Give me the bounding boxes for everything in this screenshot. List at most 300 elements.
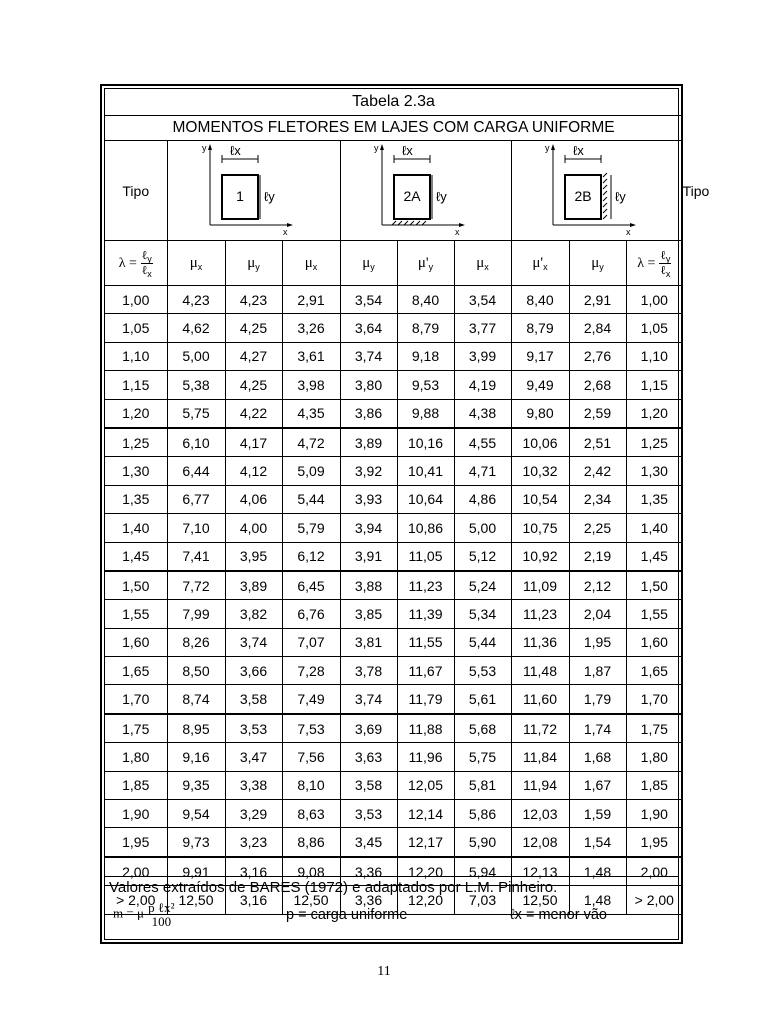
lambda-cell: 1,20 xyxy=(105,399,167,428)
table-row xyxy=(105,600,682,628)
coef-cell: 3,85 xyxy=(340,600,397,628)
coef-cell: 5,09 xyxy=(282,457,340,485)
coef-cell: 12,03 xyxy=(511,800,569,828)
coef-cell: 6,45 xyxy=(282,571,340,600)
coef-cell: 4,55 xyxy=(454,428,511,457)
coef-cell: 3,74 xyxy=(340,342,397,370)
lambda-cell: > 2,00 xyxy=(105,886,167,914)
coef-cell: 12,50 xyxy=(511,886,569,914)
coef-cell: 11,72 xyxy=(511,714,569,743)
coef-cell: 3,36 xyxy=(340,886,397,914)
table-grid: Tabela 2.3a MOMENTOS FLETORES EM LAJES COM CARGA UNIFORME Tipo y x ℓx 1 ℓy y x ℓx 2A ℓy y x ℓx 2B ℓy Tipo λ = $\frac{\ell_y}{\ell_x}$ $\mu_x$ $\mu_y$ $\mu_x$ $\mu_y$ $\mu'_y$ $\mu_x$ $\mu'_x$ $\mu_y$ λ = $\frac{\ell_y}{\ell_x}$ 1,00 4,23 4,23 2,91 3,54 8,40 3,54 8,40 2,91 1,00 1,05 4,62 4,25 3,26 3,64 8,79 3,77 8,79 2,84 1,05 1,10 5,00 4,27 3,61 3,74 9,18 3,99 9,17 2,76 1,10 1,15 5,38 4,25 3,98 3,80 9,53 4,19 9,49 2,68 1,15 1,20 5,75 4,22 4,35 3,86 9,88 4,38 9,80 2,59 1,20 1,25 6,10 4,17 4,72 3,89 10,16 4,55 10,06 2,51 1,25 1,30 6,44 4,12 5,09 3,92 10,41 4,71 10,32 2,42 1,30 1,35 6,77 4,06 5,44 3,93 10,64 4,86 10,54 2,34 1,35 1,40 7,10 4,00 5,79 3,94 10,86 5,00 10,75 2,25 1,40 1,45 7,41 3,95 6,12 3,91 11,05 5,12 10,92 2,19 1,45 1,50 7,72 3,89 6,45 3,88 11,23 5,24 11,09 2,12 1,50 1,55 7,99 3,82 6,76 3,85 11,39 5,34 11,23 2,04 1,55 1,60 8,26 3,74 7,07 3,81 11,55 5,44 11,36 1,95 1,60 1,65 8,50 3,66 7,28 3,78 11,67 5,53 11,48 1,87 1,65 1,70 8,74 3,58 7,49 3,74 11,79 5,61 11,60 1,79 1,70 1,75 8,95 3,53 7,53 3,69 11,88 5,68 11,72 1,74 1,75 1,80 9,16 3,47 7,56 3,63 11,96 5,75 11,84 1,68 1,80 1,85 9,35 3,38 8,10 3,58 12,05 5,81 11,94 1,67 1,85 1,90 9,54 3,29 8,63 3,53 12,14 5,86 12,03 1,59 1,90 1,95 9,73 3,23 8,86 3,45 12,17 5,90 12,08 1,54 1,95 2,00 9,91 3,16 9,08 3,36 12,20 5,94 12,13 1,48 2,00 > 2,00 12,50 3,16 12,50 3,36 12,20 7,03 12,50 1,48 > 2,00 xyxy=(105,89,682,915)
lx-label-2b: ℓx xyxy=(572,143,584,158)
lambda-num-sub-right: y xyxy=(665,253,671,264)
coef-cell: 4,27 xyxy=(225,342,282,370)
coef-cell: 3,36 xyxy=(340,857,397,886)
coef-cell: 6,44 xyxy=(167,457,225,485)
coef-cell: 3,78 xyxy=(340,657,397,685)
coef-header-sub: y xyxy=(428,261,434,272)
lambda-cell: 1,35 xyxy=(105,485,167,513)
load-definition: p = carga uniforme xyxy=(286,907,408,923)
coef-cell: 3,66 xyxy=(225,657,282,685)
coef-cell: 11,94 xyxy=(511,771,569,799)
coef-cell: 3,74 xyxy=(340,685,397,714)
axis-x-label-2a: x xyxy=(454,227,459,237)
coef-cell: 3,92 xyxy=(340,457,397,485)
lambda-symbol-left: λ = xyxy=(118,255,137,271)
coef-cell: 1,54 xyxy=(569,828,626,857)
coef-cell: 8,95 xyxy=(167,714,225,743)
coef-header-symbol: μ xyxy=(304,254,313,271)
moment-table xyxy=(100,84,710,944)
coef-cell: 7,53 xyxy=(282,714,340,743)
coef-cell: 2,19 xyxy=(569,542,626,571)
formula-denominator: 100 xyxy=(151,914,172,929)
coef-cell: 1,48 xyxy=(569,857,626,886)
coef-cell: 2,25 xyxy=(569,514,626,542)
table-row xyxy=(105,828,682,857)
table-row xyxy=(105,314,682,342)
coef-cell: 9,08 xyxy=(282,857,340,886)
lambda-cell: 1,25 xyxy=(626,428,682,457)
coef-cell: 8,40 xyxy=(511,286,569,314)
ly-label-2b: ℓy xyxy=(614,189,626,204)
coef-cell: 8,79 xyxy=(397,314,454,342)
coef-header xyxy=(225,241,282,286)
lambda-cell: 1,60 xyxy=(105,628,167,656)
lambda-header-left xyxy=(105,241,167,286)
lambda-cell: 1,45 xyxy=(105,542,167,571)
slab-type-2a-icon xyxy=(356,141,496,237)
coef-cell: 10,06 xyxy=(511,428,569,457)
axis-y-label-2a: y xyxy=(373,143,378,153)
coef-cell: 3,29 xyxy=(225,800,282,828)
lambda-cell: 1,10 xyxy=(105,342,167,370)
formula-numerator: p ℓx² xyxy=(148,900,175,915)
coef-header xyxy=(340,241,397,286)
coef-cell: 5,53 xyxy=(454,657,511,685)
slab-type-2b-icon xyxy=(527,141,667,237)
coef-cell: 11,60 xyxy=(511,685,569,714)
coef-cell: 11,23 xyxy=(397,571,454,600)
coef-cell: 12,50 xyxy=(167,886,225,914)
diagram-type-2a xyxy=(340,141,511,241)
coef-cell: 4,19 xyxy=(454,371,511,399)
table-row xyxy=(105,685,682,714)
coef-cell: 9,35 xyxy=(167,771,225,799)
lambda-cell: 1,20 xyxy=(626,399,682,428)
coef-cell: 5,75 xyxy=(454,743,511,771)
coef-cell: 5,38 xyxy=(167,371,225,399)
axis-x-label-1: x xyxy=(282,227,287,237)
lambda-cell: 2,00 xyxy=(105,857,167,886)
lambda-cell: 1,70 xyxy=(626,685,682,714)
table-row xyxy=(105,428,682,457)
coef-cell: 12,20 xyxy=(397,886,454,914)
coef-cell: 5,00 xyxy=(454,514,511,542)
coef-cell: 7,49 xyxy=(282,685,340,714)
table-row xyxy=(105,571,682,600)
coef-cell: 3,61 xyxy=(282,342,340,370)
coef-cell: 3,89 xyxy=(340,428,397,457)
coef-cell: 11,09 xyxy=(511,571,569,600)
lambda-cell: 1,40 xyxy=(626,514,682,542)
lambda-cell: 1,80 xyxy=(105,743,167,771)
lambda-cell: 1,90 xyxy=(105,800,167,828)
coef-header-symbol: μ xyxy=(362,254,371,271)
coef-cell: 3,88 xyxy=(340,571,397,600)
lambda-cell: 1,95 xyxy=(105,828,167,857)
coef-cell: 4,23 xyxy=(167,286,225,314)
table-row xyxy=(105,657,682,685)
coef-cell: 11,05 xyxy=(397,542,454,571)
coef-header-sub: x xyxy=(543,261,548,272)
coef-cell: 5,34 xyxy=(454,600,511,628)
coef-cell: 12,13 xyxy=(511,857,569,886)
coef-cell: 11,36 xyxy=(511,628,569,656)
coef-cell: 2,51 xyxy=(569,428,626,457)
coef-cell: 4,22 xyxy=(225,399,282,428)
lambda-cell: 1,00 xyxy=(626,286,682,314)
coef-cell: 4,35 xyxy=(282,399,340,428)
axis-x-label-2b: x xyxy=(625,227,631,237)
coef-cell: 5,00 xyxy=(167,342,225,370)
coef-header-symbol: μ' xyxy=(532,254,544,271)
coef-cell: 1,87 xyxy=(569,657,626,685)
lambda-den-right: ℓ xyxy=(660,262,666,277)
coef-cell: 7,99 xyxy=(167,600,225,628)
coef-cell: 1,95 xyxy=(569,628,626,656)
coef-cell: 3,81 xyxy=(340,628,397,656)
coef-cell: 4,23 xyxy=(225,286,282,314)
lx-label-1: ℓx xyxy=(229,143,241,158)
lambda-den-sub-right: x xyxy=(665,268,671,279)
coef-cell: 3,74 xyxy=(225,628,282,656)
table-row xyxy=(105,399,682,428)
coef-cell: 2,91 xyxy=(569,286,626,314)
slab-type-1-icon xyxy=(184,141,324,237)
lambda-cell: 1,75 xyxy=(105,714,167,743)
lambda-cell: 1,45 xyxy=(626,542,682,571)
coef-cell: 12,20 xyxy=(397,857,454,886)
coef-cell: 12,17 xyxy=(397,828,454,857)
coef-cell: 11,88 xyxy=(397,714,454,743)
coef-cell: 4,06 xyxy=(225,485,282,513)
coef-cell: 3,95 xyxy=(225,542,282,571)
lambda-cell: 1,85 xyxy=(626,771,682,799)
lambda-cell: 1,40 xyxy=(105,514,167,542)
coef-cell: 9,54 xyxy=(167,800,225,828)
table-row xyxy=(105,714,682,743)
coef-cell: 5,61 xyxy=(454,685,511,714)
table-row xyxy=(105,771,682,799)
coef-cell: 3,86 xyxy=(340,399,397,428)
coef-cell: 3,47 xyxy=(225,743,282,771)
coef-cell: 9,17 xyxy=(511,342,569,370)
lambda-symbol-right: λ = xyxy=(637,255,656,271)
coef-cell: 5,12 xyxy=(454,542,511,571)
lambda-cell: 1,15 xyxy=(626,371,682,399)
coef-cell: 11,84 xyxy=(511,743,569,771)
lambda-cell: 1,85 xyxy=(105,771,167,799)
formula-fraction xyxy=(147,901,175,928)
coef-cell: 4,62 xyxy=(167,314,225,342)
coef-cell: 10,16 xyxy=(397,428,454,457)
coef-cell: 3,89 xyxy=(225,571,282,600)
lambda-cell: 1,70 xyxy=(105,685,167,714)
coef-cell: 6,10 xyxy=(167,428,225,457)
coef-cell: 5,75 xyxy=(167,399,225,428)
lambda-cell: 1,80 xyxy=(626,743,682,771)
coef-cell: 3,64 xyxy=(340,314,397,342)
coef-cell: 7,56 xyxy=(282,743,340,771)
axis-y-label-1: y xyxy=(201,143,206,153)
table-row xyxy=(105,628,682,656)
lambda-header-right xyxy=(626,241,682,286)
coef-header-sub: x xyxy=(197,261,203,272)
ly-label-1: ℓy xyxy=(263,189,275,204)
lambda-den-left: ℓ xyxy=(141,262,148,277)
coef-cell: 3,69 xyxy=(340,714,397,743)
coef-cell: 2,68 xyxy=(569,371,626,399)
lambda-cell: 1,35 xyxy=(626,485,682,513)
lambda-cell: 1,55 xyxy=(105,600,167,628)
coef-header xyxy=(454,241,511,286)
lambda-cell: 1,05 xyxy=(626,314,682,342)
coef-cell: 3,53 xyxy=(340,800,397,828)
lambda-cell: 1,60 xyxy=(626,628,682,656)
coef-cell: 4,00 xyxy=(225,514,282,542)
coef-header-symbol: μ' xyxy=(417,254,429,271)
lambda-cell: 1,00 xyxy=(105,286,167,314)
axis-y-label-2b: y xyxy=(544,143,550,153)
coef-cell: 1,59 xyxy=(569,800,626,828)
coef-header-sub: x xyxy=(312,261,318,272)
coef-cell: 7,03 xyxy=(454,886,511,914)
coef-header-sub: y xyxy=(599,261,604,272)
coef-cell: 2,42 xyxy=(569,457,626,485)
coef-header-symbol: μ xyxy=(591,254,600,271)
lambda-cell: 1,05 xyxy=(105,314,167,342)
coef-cell: 5,44 xyxy=(282,485,340,513)
coef-cell: 10,41 xyxy=(397,457,454,485)
coef-cell: 3,26 xyxy=(282,314,340,342)
coef-cell: 3,58 xyxy=(225,685,282,714)
coef-header xyxy=(282,241,340,286)
lambda-cell: 1,30 xyxy=(626,457,682,485)
table-subtitle: MOMENTOS FLETORES EM LAJES COM CARGA UNIFORME xyxy=(105,116,682,141)
coef-cell: 3,99 xyxy=(454,342,511,370)
ly-label-2a: ℓy xyxy=(435,189,447,204)
diagram-type-2b xyxy=(511,141,682,241)
coef-header-sub: y xyxy=(255,261,260,272)
lambda-cell: 1,25 xyxy=(105,428,167,457)
coef-cell: 9,18 xyxy=(397,342,454,370)
lambda-cell: 2,00 xyxy=(626,857,682,886)
coef-cell: 11,23 xyxy=(511,600,569,628)
coef-cell: 4,71 xyxy=(454,457,511,485)
coef-cell: 8,26 xyxy=(167,628,225,656)
coef-header-symbol: μ xyxy=(476,254,485,271)
coef-cell: 2,76 xyxy=(569,342,626,370)
coef-cell: 7,41 xyxy=(167,542,225,571)
coef-cell: 5,86 xyxy=(454,800,511,828)
table-row xyxy=(105,457,682,485)
lambda-den-sub-left: x xyxy=(147,268,152,279)
coef-cell: 3,38 xyxy=(225,771,282,799)
coef-header-symbol: μ xyxy=(247,254,256,271)
coef-cell: 4,17 xyxy=(225,428,282,457)
coef-cell: 2,59 xyxy=(569,399,626,428)
lambda-num-right: ℓ xyxy=(660,247,666,262)
coef-cell: 4,25 xyxy=(225,371,282,399)
lx-label-2a: ℓx xyxy=(401,143,413,158)
coef-cell: 12,05 xyxy=(397,771,454,799)
lambda-cell: 1,65 xyxy=(626,657,682,685)
coef-cell: 4,38 xyxy=(454,399,511,428)
coef-cell: 3,93 xyxy=(340,485,397,513)
coef-cell: 8,74 xyxy=(167,685,225,714)
coef-header xyxy=(569,241,626,286)
lambda-cell: 1,65 xyxy=(105,657,167,685)
coef-cell: 11,79 xyxy=(397,685,454,714)
coef-cell: 11,96 xyxy=(397,743,454,771)
page-number: 11 xyxy=(377,964,391,979)
lambda-cell: 1,75 xyxy=(626,714,682,743)
coef-header-sub: x xyxy=(484,261,489,272)
coef-cell: 10,32 xyxy=(511,457,569,485)
table-row xyxy=(105,342,682,370)
coef-cell: 5,90 xyxy=(454,828,511,857)
coef-cell: 9,53 xyxy=(397,371,454,399)
lambda-cell: 1,95 xyxy=(626,828,682,857)
coef-cell: 5,94 xyxy=(454,857,511,886)
coef-cell: 1,79 xyxy=(569,685,626,714)
table-row xyxy=(105,514,682,542)
coef-cell: 3,77 xyxy=(454,314,511,342)
coef-cell: 12,14 xyxy=(397,800,454,828)
coef-cell: 3,63 xyxy=(340,743,397,771)
coef-cell: 9,73 xyxy=(167,828,225,857)
coef-cell: 9,49 xyxy=(511,371,569,399)
coef-cell: 8,40 xyxy=(397,286,454,314)
moment-formula xyxy=(113,901,176,928)
coef-cell: 11,67 xyxy=(397,657,454,685)
coef-cell: 8,50 xyxy=(167,657,225,685)
coef-cell: 3,80 xyxy=(340,371,397,399)
coef-cell: 7,10 xyxy=(167,514,225,542)
tipo-label-left: Tipo xyxy=(105,141,167,241)
coef-cell: 10,54 xyxy=(511,485,569,513)
table-row xyxy=(105,286,682,314)
coef-cell: 12,08 xyxy=(511,828,569,857)
coef-cell: 2,84 xyxy=(569,314,626,342)
coef-cell: 12,50 xyxy=(282,886,340,914)
coef-header xyxy=(511,241,569,286)
table-row xyxy=(105,371,682,399)
lambda-num-left: ℓ xyxy=(141,247,148,262)
coef-cell: 11,48 xyxy=(511,657,569,685)
coef-cell: 3,82 xyxy=(225,600,282,628)
lambda-cell: 1,90 xyxy=(626,800,682,828)
lambda-cell: 1,30 xyxy=(105,457,167,485)
coef-cell: 6,77 xyxy=(167,485,225,513)
coef-cell: 1,68 xyxy=(569,743,626,771)
coef-cell: 9,91 xyxy=(167,857,225,886)
coef-cell: 11,55 xyxy=(397,628,454,656)
lambda-fraction-left xyxy=(141,249,153,278)
coef-header xyxy=(167,241,225,286)
coef-cell: 3,23 xyxy=(225,828,282,857)
type-id-1: 1 xyxy=(235,188,244,204)
coef-cell: 10,64 xyxy=(397,485,454,513)
coef-cell: 3,16 xyxy=(225,886,282,914)
coef-cell: 5,81 xyxy=(454,771,511,799)
coef-cell: 7,07 xyxy=(282,628,340,656)
coef-cell: 2,34 xyxy=(569,485,626,513)
lambda-num-sub-left: y xyxy=(147,253,152,264)
type-id-2a: 2A xyxy=(402,188,421,204)
table-row xyxy=(105,743,682,771)
coef-cell: 6,12 xyxy=(282,542,340,571)
coef-cell: 3,53 xyxy=(225,714,282,743)
coef-cell: 10,75 xyxy=(511,514,569,542)
coef-cell: 3,98 xyxy=(282,371,340,399)
coef-cell: 5,79 xyxy=(282,514,340,542)
table-row xyxy=(105,542,682,571)
coef-cell: 9,80 xyxy=(511,399,569,428)
lambda-cell: 1,50 xyxy=(626,571,682,600)
lambda-cell: > 2,00 xyxy=(626,886,682,914)
diagram-type-1 xyxy=(167,141,340,241)
coef-cell: 2,04 xyxy=(569,600,626,628)
coef-header-sub: y xyxy=(370,261,375,272)
coef-header xyxy=(397,241,454,286)
coef-cell: 4,12 xyxy=(225,457,282,485)
coef-cell: 2,91 xyxy=(282,286,340,314)
coef-cell: 4,72 xyxy=(282,428,340,457)
coef-cell: 10,86 xyxy=(397,514,454,542)
coef-cell: 10,92 xyxy=(511,542,569,571)
coef-cell: 8,63 xyxy=(282,800,340,828)
coef-cell: 11,39 xyxy=(397,600,454,628)
table-row xyxy=(105,485,682,513)
lambda-fraction-right xyxy=(659,249,671,278)
type-id-2b: 2B xyxy=(573,188,592,204)
coef-cell: 7,72 xyxy=(167,571,225,600)
coef-cell: 5,68 xyxy=(454,714,511,743)
coef-cell: 8,86 xyxy=(282,828,340,857)
coef-cell: 8,10 xyxy=(282,771,340,799)
coef-cell: 3,16 xyxy=(225,857,282,886)
lambda-cell: 1,55 xyxy=(626,600,682,628)
coef-cell: 3,45 xyxy=(340,828,397,857)
coef-cell: 7,28 xyxy=(282,657,340,685)
coef-cell: 8,79 xyxy=(511,314,569,342)
table-inner-frame xyxy=(104,88,710,940)
coef-cell: 2,12 xyxy=(569,571,626,600)
table-row xyxy=(105,800,682,828)
coef-cell: 3,94 xyxy=(340,514,397,542)
table-footer xyxy=(105,876,678,939)
span-definition: ℓx = menor vão xyxy=(510,907,607,923)
lambda-cell: 1,10 xyxy=(626,342,682,370)
table-title: Tabela 2.3a xyxy=(105,89,682,116)
coef-cell: 3,91 xyxy=(340,542,397,571)
coef-cell: 5,24 xyxy=(454,571,511,600)
formula-lhs: m = μ xyxy=(113,905,144,921)
coef-cell: 1,48 xyxy=(569,886,626,914)
